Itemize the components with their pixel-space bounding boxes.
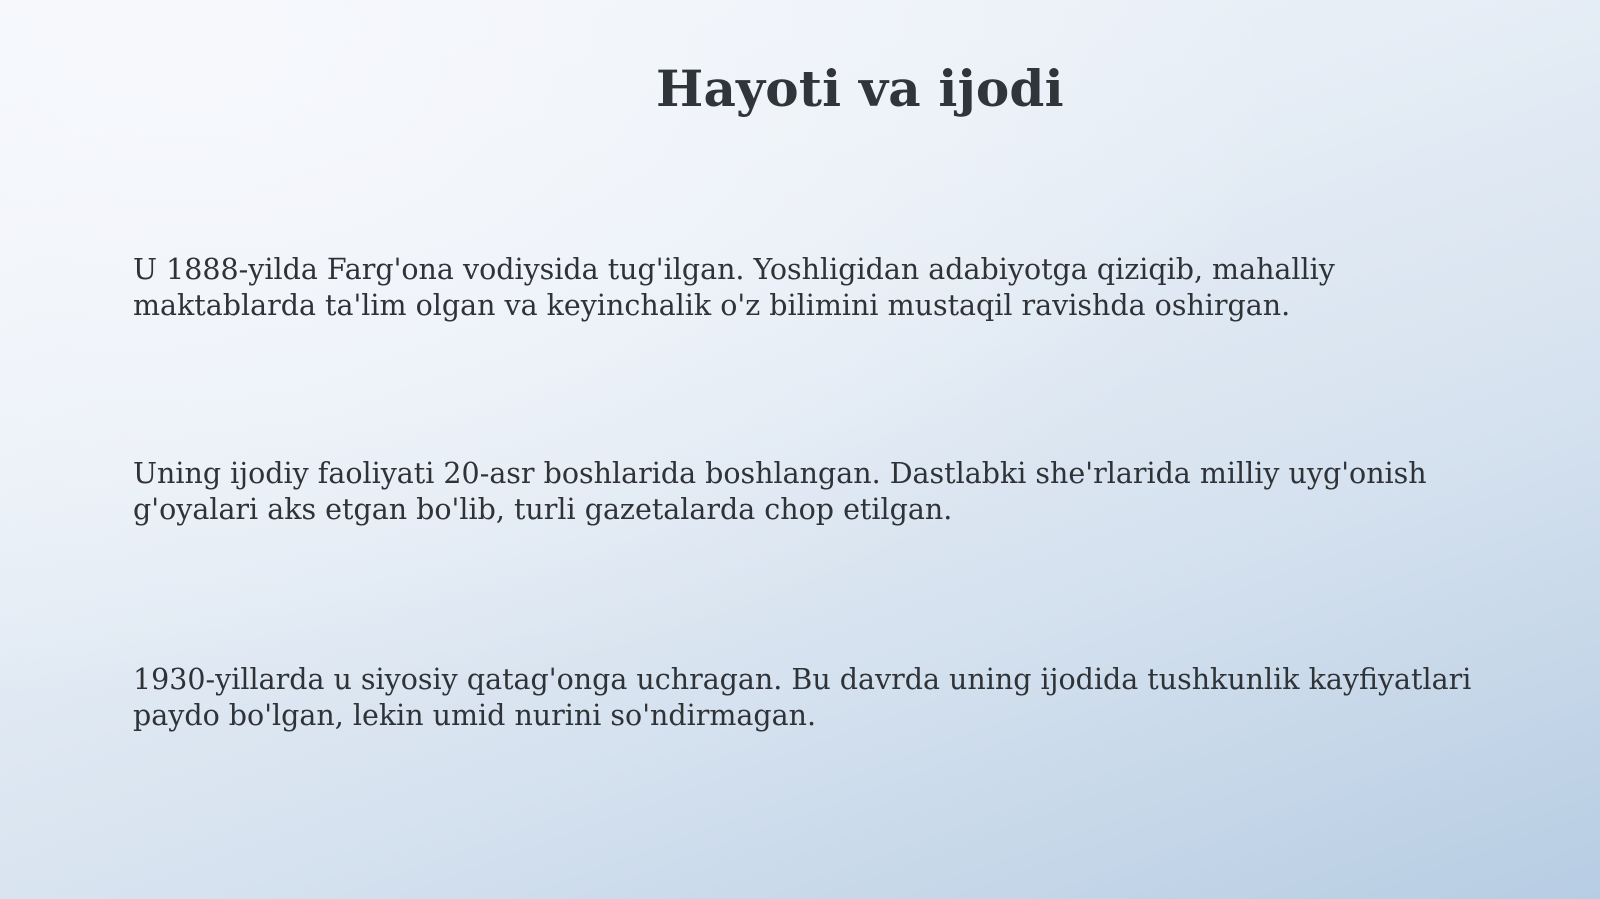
paragraph-repression: 1930-yillarda u siyosiy qatag'onga uchragan. Bu davrda uning ijodida tushkunlik kayfiyatlari paydo bo'lgan, lekin umid nurini so'ndirmagan. — [133, 663, 1472, 732]
paragraph-birth: U 1888-yilda Farg'ona vodiysida tug'ilgan. Yoshligidan adabiyotga qiziqib, mahalliy maktablarda ta'lim olgan va keyinchalik o'z bilimini mustaqil ravishda oshirgan. — [133, 253, 1335, 322]
slide-title: Hayoti va ijodi — [656, 59, 1064, 118]
paragraph-creative-activity: Uning ijodiy faoliyati 20-asr boshlarida boshlangan. Dastlabki she'rlarida milliy uyg'onish g'oyalari aks etgan bo'lib, turli gazetalarda chop etilgan. — [133, 457, 1427, 526]
title-area — [0, 0, 1600, 140]
